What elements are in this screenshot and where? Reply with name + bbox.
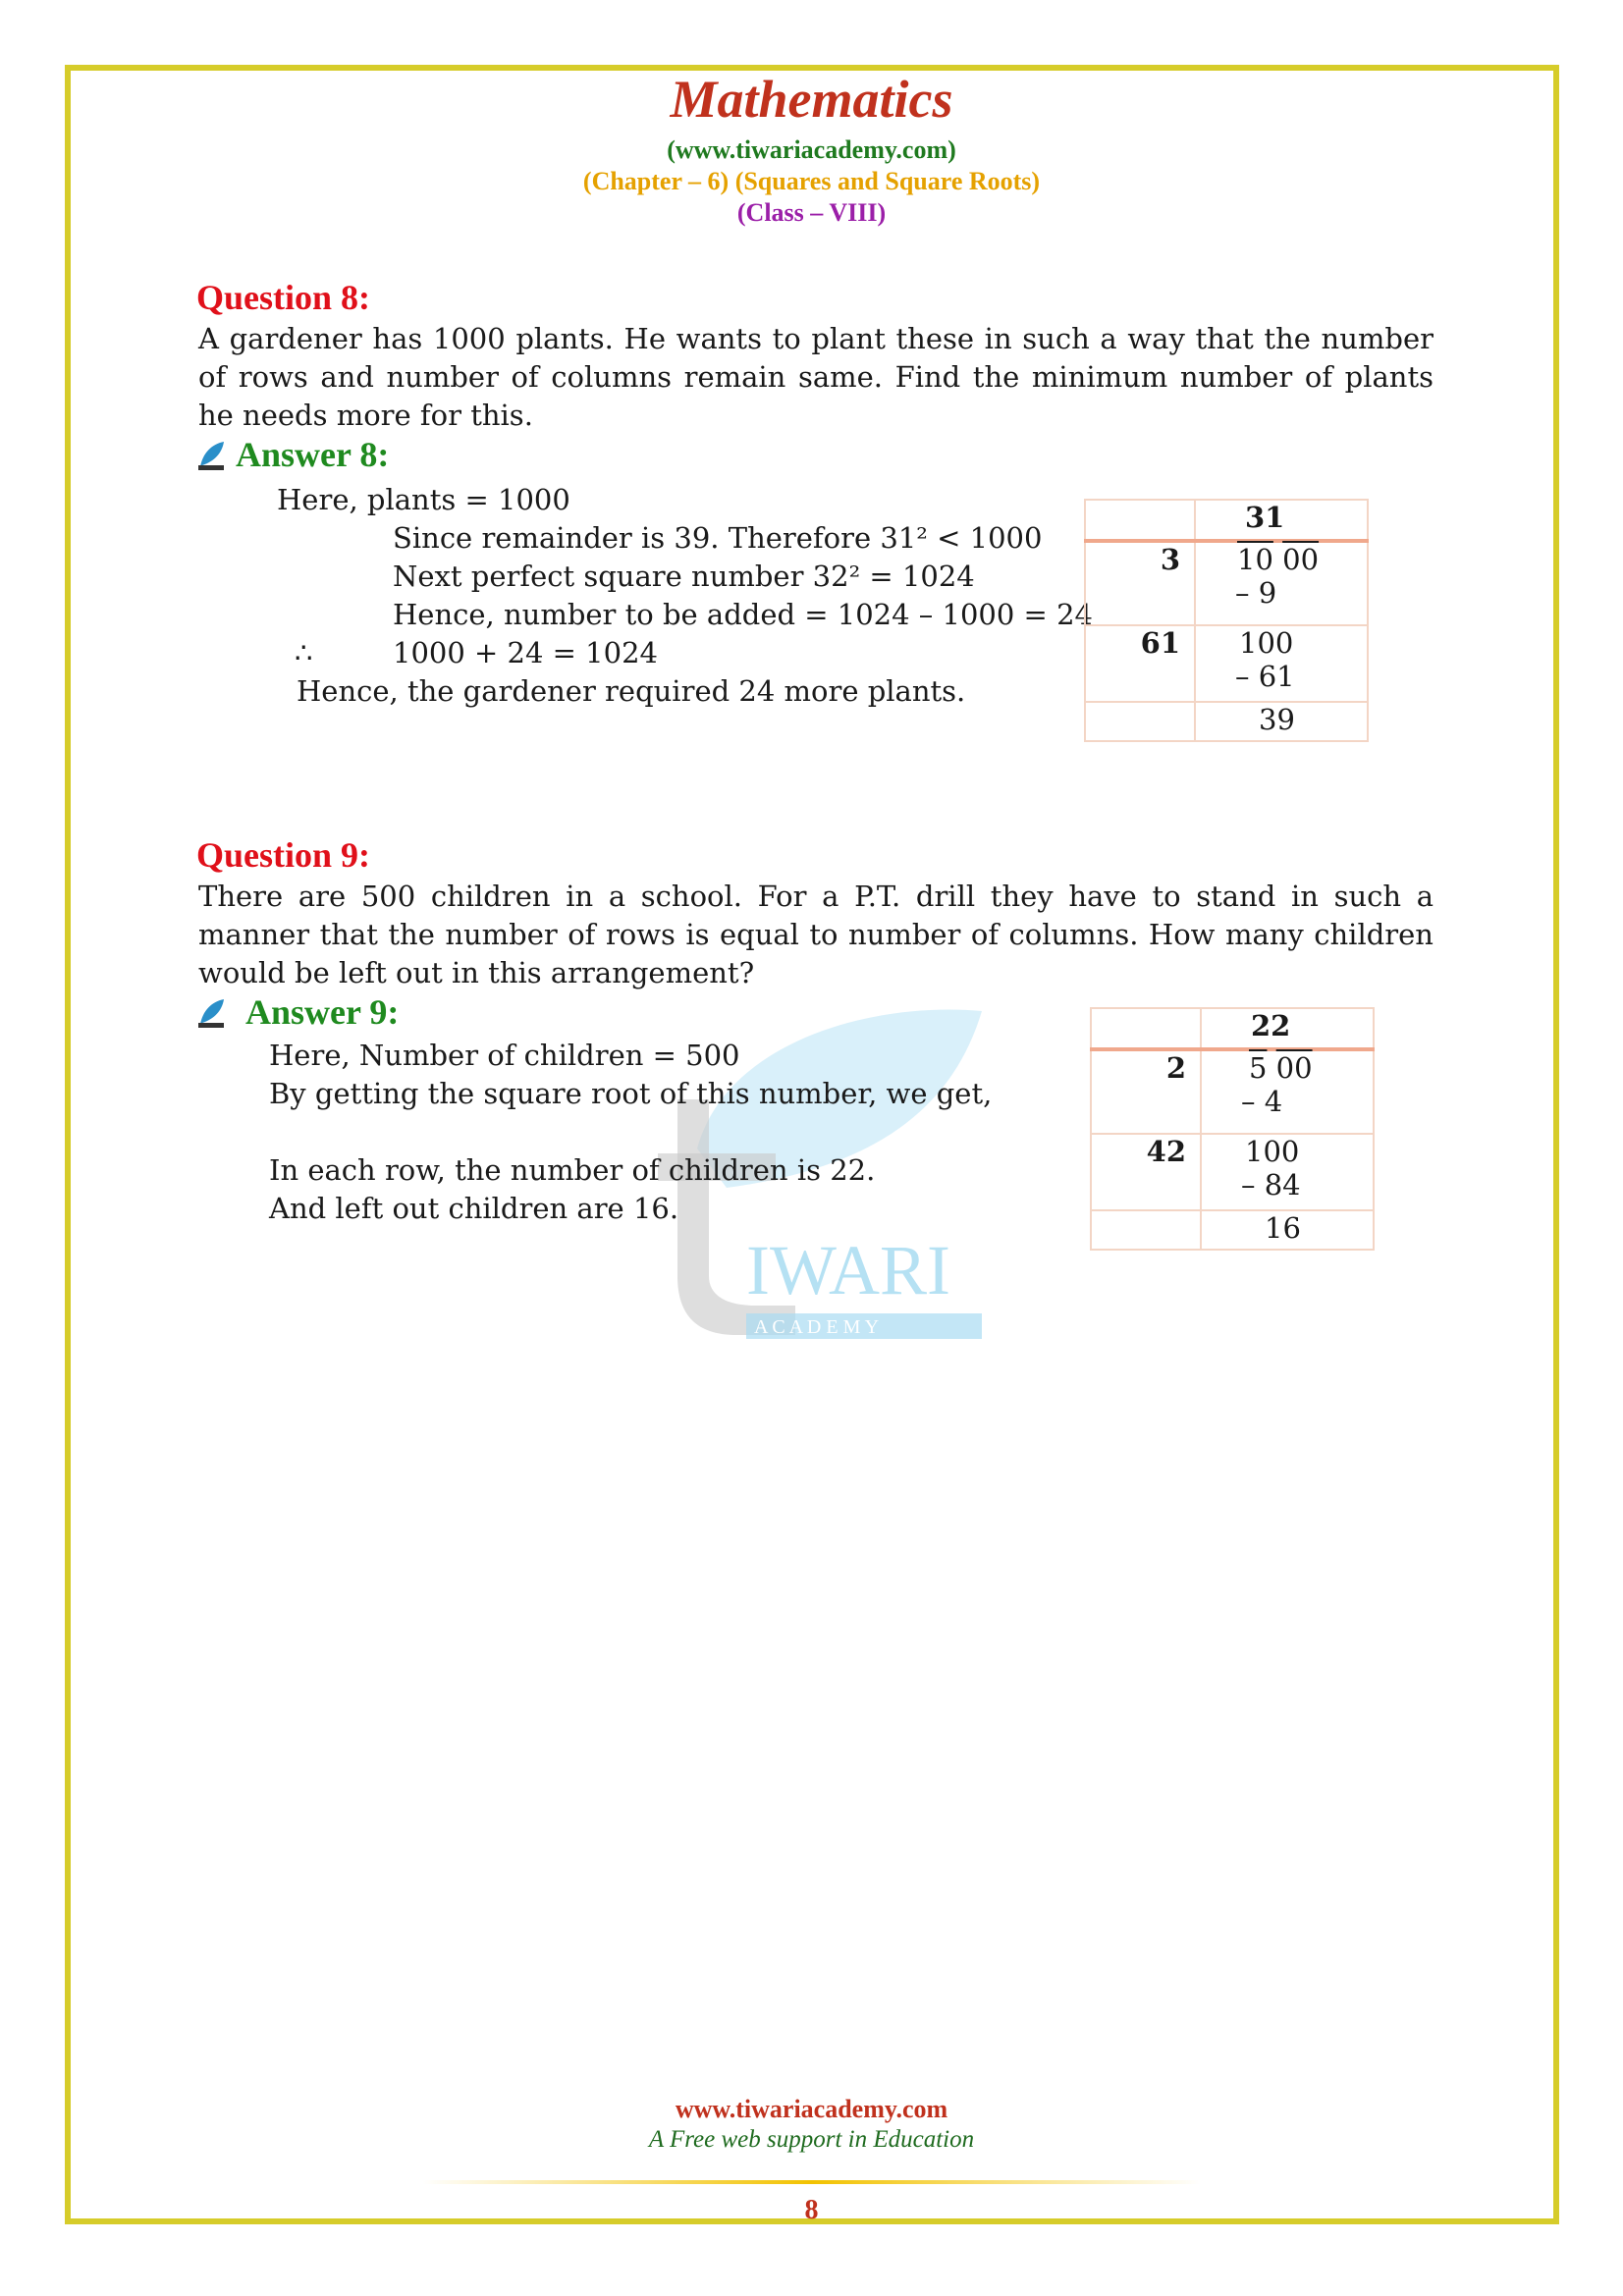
header-chapter: (Chapter – 6) (Squares and Square Roots) (582, 167, 1041, 195)
answer-pen-icon (196, 440, 226, 471)
question-9-text: There are 500 children in a school. For a P.T. drill they have to stand in such a manner that the number of rows is equal to number of columns. How many children would be left out in this arrangement? (198, 880, 1434, 989)
footer-divider (422, 2180, 1201, 2184)
divisor: 2 (1091, 1049, 1201, 1134)
answer-8-line: Since remainder is 39. Therefore 31² < 1000 (393, 521, 1043, 555)
page-title: Mathematics (670, 70, 953, 129)
answer-9-line: By getting the square root of this number, we get, (269, 1077, 993, 1110)
remainder: 16 (1201, 1210, 1374, 1250)
division-table-q9 (1090, 1007, 1375, 1251)
answer-9-heading: Answer 9: (245, 992, 400, 1032)
answer-9-line: And left out children are 16. (269, 1192, 679, 1225)
answer-8-line: Hence, number to be added = 1024 – 1000 = 24 (393, 598, 1093, 631)
watermark-word: IWARI (746, 1231, 950, 1309)
answer-8-line: Here, plants = 1000 (277, 483, 570, 516)
question-8-text: A gardener has 1000 plants. He wants to plant these in such a way that the number of rows and number of columns remain same. Find the minimum number of plants he needs more for this. (198, 322, 1434, 432)
therefore-symbol: ∴ (295, 636, 313, 669)
question-9-heading: Question 9: (196, 835, 371, 875)
digit-pair: 5 (1249, 1051, 1268, 1085)
digit-pair: 00 (1275, 1051, 1313, 1085)
answer-8-conclusion: Hence, the gardener required 24 more plants. (297, 674, 966, 708)
subtrahend: – 9 (1235, 576, 1277, 610)
page-number: 8 (804, 2195, 819, 2225)
subtrahend: – 84 (1241, 1168, 1301, 1201)
footer-site-link[interactable]: www.tiwariacademy.com (675, 2095, 948, 2123)
footer-tagline: A Free web support in Education (648, 2126, 975, 2153)
answer-9-line: In each row, the number of children is 22. (269, 1153, 876, 1187)
answer-8-heading: Answer 8: (236, 435, 390, 474)
quotient: 31 (1195, 500, 1368, 541)
answer-8-line: 1000 + 24 = 1024 (393, 636, 658, 669)
answer-9-line: Here, Number of children = 500 (269, 1039, 740, 1072)
subtrahend: – 61 (1235, 660, 1295, 693)
answer-8-line: Next perfect square number 32² = 1024 (393, 560, 975, 593)
digit-pair: 10 (1237, 543, 1273, 576)
dividend: 100 (1245, 1135, 1300, 1168)
divisor: 61 (1085, 625, 1195, 702)
answer-pen-icon (196, 997, 226, 1029)
divisor: 3 (1085, 541, 1195, 625)
remainder: 39 (1195, 702, 1368, 741)
question-8-heading: Question 8: (196, 278, 371, 317)
header-class: (Class – VIII) (736, 198, 887, 227)
subtrahend: – 4 (1241, 1085, 1283, 1118)
divisor: 42 (1091, 1134, 1201, 1210)
watermark-sub: A C A D E M Y (754, 1316, 880, 1338)
division-table-q8 (1084, 499, 1369, 742)
digit-pair: 00 (1282, 543, 1320, 576)
quotient: 22 (1201, 1008, 1374, 1049)
dividend: 100 (1239, 626, 1294, 660)
header-site[interactable]: (www.tiwariacademy.com) (667, 135, 956, 164)
